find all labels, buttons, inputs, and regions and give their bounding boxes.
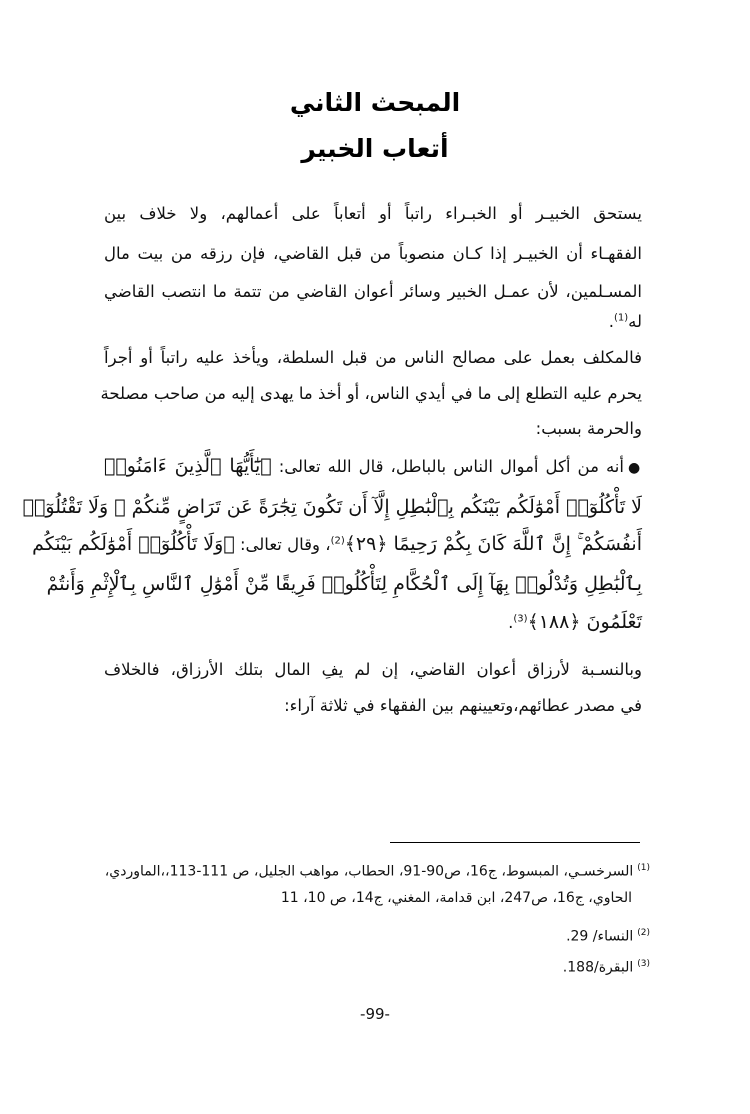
footnote-3-text: البقرة/188. [562, 959, 634, 976]
footnote-1-number: (1) [637, 863, 650, 873]
paragraph-3-intro: أنه من أكل أموال الناس بالباطل، قال الله تعالى: [278, 457, 624, 476]
footnote-divider [390, 842, 640, 843]
quran-verse-1-part-1: ﴿يَٰٓأَيُّهَا ٱلَّذِينَ ءَامَنُوا۟ [104, 455, 272, 477]
paragraph-2-line-1: فالمكلف بعمل على مصالح الناس من قبل السلطة، ويأخذ عليه راتباً أو أجراً [104, 348, 642, 367]
footnote-2-text: النساء/ 29. [566, 928, 634, 945]
footnote-1-text: السرخسـي، المبسوط، ج16، ص90-91، الحطاب، مواهب الجليل، ص 111-113،،الماوردي، [104, 863, 634, 880]
paragraph-3-line-3 [32, 529, 642, 560]
paragraph-4-line-1: وبالنسـبة لأرزاق أعوان القاضي، إن لم يفِ المال بتلك الأرزاق، فالخلاف [104, 660, 642, 679]
paragraph-3-line-1 [104, 451, 642, 483]
footnote-3-number: (3) [637, 959, 650, 969]
footnote-ref-2: (2) [330, 535, 345, 547]
paragraph-3-line-5: تَعْلَمُونَ ﴿١٨٨﴾$^{(3)}$. [508, 611, 642, 633]
footnote-1-line-2: الحاوي، ج16، ص247، ابن قدامة، المغني، ج14، ص 10، 11 [280, 890, 632, 906]
paragraph-1-line-3: المسـلمين، لأن عمـل الخبير وسائر أعوان القاضي من تتمة ما انتصب القاضي [104, 282, 642, 301]
quran-verse-2-part-2: بِٱلْبَٰطِلِ وَتُدْلُوا۟ بِهَآ إِلَى ٱلْحُكَّامِ لِتَأْكُلُوا۟ فَرِيقًا مِّنْ أَمْوَٰلِ ٱلنَّاسِ بِٱلْإِثْمِ وَأَنتُمْ [46, 573, 642, 595]
paragraph-4-line-2: في مصدر عطائهم،وتعيينهم بين الفقهاء في ثلاثة آراء: [284, 696, 642, 715]
footnote-2-number: (2) [637, 928, 650, 938]
footnote-ref-3: (3) [513, 613, 528, 625]
paragraph-1-line-2: الفقهـاء أن الخبيـر إذا كـان منصوباً من قبل القاضي، فإن رزقه من بيت مال [104, 244, 642, 263]
quran-verse-2-part-1: ﴿وَلَا تَأْكُلُوٓا۟ أَمْوَٰلَكُم بَيْنَكُم [32, 533, 235, 555]
paragraph-1-line-1: يستحق الخبيـر أو الخبـراء راتباً أو أتعاباً على أعمالهم، ولا خلاف بين [104, 204, 642, 223]
chapter-title: أتعاب الخبير [301, 134, 449, 163]
paragraph-2-line-2: يحرم عليه التطلع إلى ما في أيدي الناس، أو أخذ ما يهدى إليه من صاحب مصلحة [100, 384, 642, 403]
paragraph-1-line-4-text: له [628, 312, 642, 331]
footnote-ref-1: (1) [613, 312, 629, 324]
bullet-icon: ● [627, 460, 642, 476]
section-heading: المبحث الثاني [289, 88, 461, 117]
quran-verse-2-part-3: تَعْلَمُونَ ﴿١٨٨﴾ [527, 611, 642, 633]
quran-verse-1-part-3: أَنفُسَكُمْ ۚ إِنَّ ٱللَّهَ كَانَ بِكُمْ رَحِيمًا ﴿٢٩﴾ [344, 533, 642, 555]
paragraph-3-connector: ، وقال تعالى: [239, 535, 331, 554]
page-number: -99- [360, 1005, 390, 1023]
footnote-2 [90, 920, 650, 950]
footnote-1-line-1 [90, 855, 650, 885]
paragraph-1-line-4: له$^{(1)}$. [608, 312, 642, 331]
quran-verse-1-part-2: لَا تَأْكُلُوٓا۟ أَمْوَٰلَكُم بَيْنَكُم بِٱلْبَٰطِلِ إِلَّآ أَن تَكُونَ تِجَٰرَةً عَن تَرَاضٍ مِّنكُمْ ۚ وَلَا تَقْتُلُوٓا۟ [22, 496, 642, 518]
paragraph-2-line-3: والحرمة بسبب: [535, 419, 642, 438]
footnote-3 [90, 951, 650, 981]
